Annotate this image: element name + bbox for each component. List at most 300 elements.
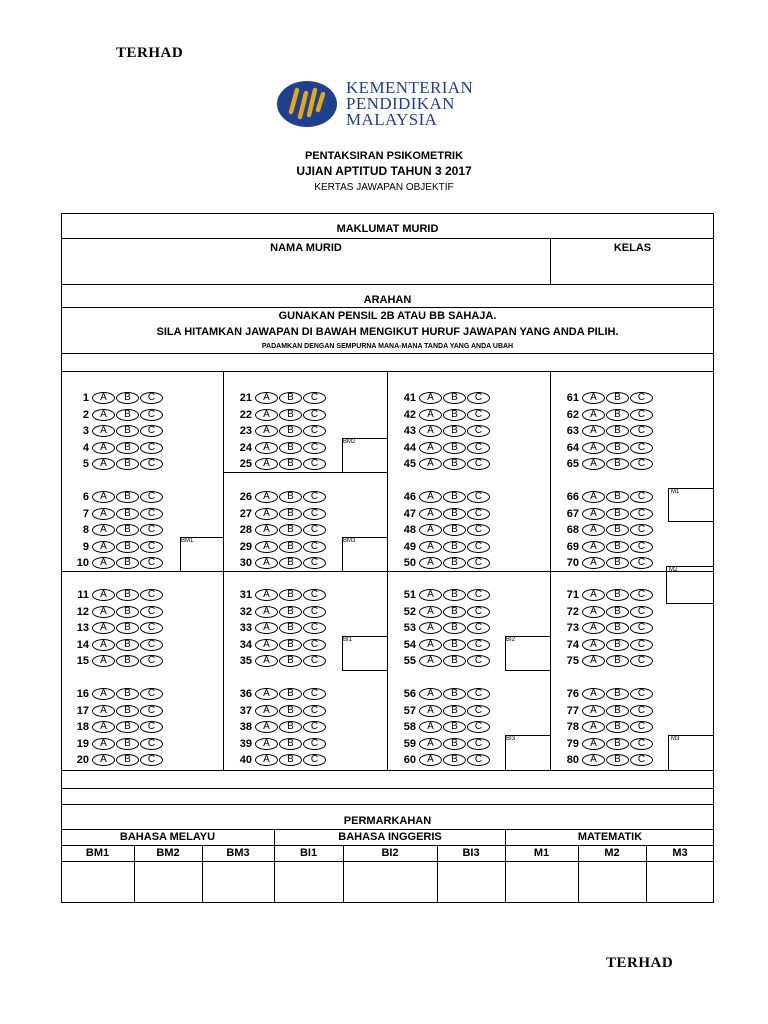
answer-bubble-b[interactable]: B [116,606,139,618]
answer-bubble-c[interactable]: C [467,491,490,503]
answer-bubble-c[interactable]: C [140,655,163,667]
answer-bubble-b[interactable]: B [116,589,139,601]
question-number: 20 [76,754,89,766]
answer-bubble-b[interactable]: B [116,442,139,454]
marking-divider [343,845,344,903]
student-name-field[interactable] [62,256,549,283]
answer-bubble-a[interactable]: A [255,491,278,503]
answer-bubble-b[interactable]: B [116,491,139,503]
question-number: 41 [403,392,416,404]
answer-bubble-a[interactable]: A [92,606,115,618]
answer-bubble-c[interactable]: C [140,541,163,553]
answer-bubble-b[interactable]: B [279,409,302,421]
answer-bubble-b[interactable]: B [279,392,302,404]
answer-bubble-c[interactable]: C [467,524,490,536]
answer-bubble-b[interactable]: B [116,458,139,470]
answer-bubble-c[interactable]: C [467,705,490,717]
answer-bubble-a[interactable]: A [419,491,442,503]
answer-bubble-b[interactable]: B [116,425,139,437]
answer-bubble-c[interactable]: C [467,754,490,766]
answer-bubble-b[interactable]: B [443,508,466,520]
answer-bubble-a[interactable]: A [255,524,278,536]
answer-bubble-a[interactable]: A [419,589,442,601]
answer-bubble-a[interactable]: A [255,557,278,569]
answer-bubble-c[interactable]: C [303,409,326,421]
question-row [551,523,653,537]
answer-bubble-a[interactable]: A [92,639,115,651]
answer-bubble-c[interactable]: C [467,458,490,470]
answer-bubble-b[interactable]: B [116,622,139,634]
question-row [61,621,163,635]
answer-bubble-c[interactable]: C [303,688,326,700]
answer-bubble-c[interactable]: C [303,524,326,536]
answer-bubble-c[interactable]: C [630,721,653,733]
answer-bubble-c[interactable]: C [303,738,326,750]
question-number: 25 [239,458,252,470]
answer-bubble-b[interactable]: B [279,425,302,437]
answer-bubble-c[interactable]: C [630,442,653,454]
question-row [61,424,163,438]
answer-bubble-b[interactable]: B [443,557,466,569]
answer-bubble-a[interactable]: A [419,557,442,569]
answer-bubble-b[interactable]: B [116,392,139,404]
marking-cell-bm1[interactable] [62,862,133,902]
answer-bubble-c[interactable]: C [467,392,490,404]
answer-bubble-a[interactable]: A [255,705,278,717]
student-section-title: MAKLUMAT MURID [336,223,439,235]
answer-bubble-a[interactable]: A [582,754,605,766]
answer-bubble-a[interactable]: A [582,622,605,634]
answer-bubble-a[interactable]: A [582,639,605,651]
answer-bubble-c[interactable]: C [140,721,163,733]
answer-bubble-c[interactable]: C [140,589,163,601]
answer-bubble-c[interactable]: C [467,655,490,667]
answer-bubble-c[interactable]: C [630,524,653,536]
answer-bubble-a[interactable]: A [255,721,278,733]
answer-bubble-a[interactable]: A [419,541,442,553]
question-row [224,391,326,405]
marking-cell-bi3[interactable] [438,862,504,902]
answer-bubble-a[interactable]: A [255,622,278,634]
answer-bubble-a[interactable]: A [255,425,278,437]
answer-bubble-a[interactable]: A [255,458,278,470]
answer-bubble-b[interactable]: B [606,721,629,733]
answer-bubble-a[interactable]: A [255,589,278,601]
answer-bubble-b[interactable]: B [606,442,629,454]
question-row [388,490,490,504]
answer-bubble-b[interactable]: B [279,639,302,651]
answer-bubble-c[interactable]: C [630,425,653,437]
answer-bubble-c[interactable]: C [467,721,490,733]
answer-bubble-c[interactable]: C [140,458,163,470]
answer-bubble-c[interactable]: C [303,655,326,667]
answer-bubble-c[interactable]: C [630,491,653,503]
answer-bubble-a[interactable]: A [419,458,442,470]
answer-bubble-c[interactable]: C [140,738,163,750]
marking-col-bi2: BI2 [381,847,399,859]
answer-bubble-b[interactable]: B [443,442,466,454]
answer-bubble-b[interactable]: B [116,524,139,536]
answer-bubble-b[interactable]: B [606,458,629,470]
answer-bubble-a[interactable]: A [419,524,442,536]
answer-bubble-b[interactable]: B [606,705,629,717]
question-row [61,737,163,751]
answer-bubble-c[interactable]: C [303,442,326,454]
answer-bubble-b[interactable]: B [279,738,302,750]
question-number: 57 [403,704,416,717]
answer-bubble-c[interactable]: C [303,541,326,553]
answer-bubble-b[interactable]: B [116,688,139,700]
question-row [388,638,490,652]
answer-bubble-c[interactable]: C [303,508,326,520]
answer-bubble-a[interactable]: A [419,754,442,766]
answer-bubble-c[interactable]: C [630,392,653,404]
answer-bubble-b[interactable]: B [279,541,302,553]
answer-bubble-c[interactable]: C [140,409,163,421]
question-number: 73 [566,622,579,634]
answer-bubble-b[interactable]: B [116,754,139,766]
answer-bubble-a[interactable]: A [92,491,115,503]
answer-bubble-c[interactable]: C [140,754,163,766]
answer-bubble-c[interactable]: C [630,589,653,601]
answer-bubble-b[interactable]: B [279,606,302,618]
question-row [388,457,490,471]
answer-bubble-b[interactable]: B [279,442,302,454]
answer-bubble-c[interactable]: C [630,688,653,700]
answer-bubble-a[interactable]: A [419,425,442,437]
answer-bubble-a[interactable]: A [419,442,442,454]
answer-bubble-a[interactable]: A [582,409,605,421]
answer-bubble-c[interactable]: C [303,392,326,404]
question-row [61,523,163,537]
answer-bubble-a[interactable]: A [92,425,115,437]
answer-bubble-b[interactable]: B [443,705,466,717]
answer-bubble-a[interactable]: A [92,524,115,536]
answer-bubble-b[interactable]: B [606,738,629,750]
answer-bubble-b[interactable]: B [279,754,302,766]
question-row [551,638,653,652]
answer-bubble-b[interactable]: B [606,639,629,651]
answer-bubble-b[interactable]: B [279,524,302,536]
answer-bubble-b[interactable]: B [443,425,466,437]
answer-bubble-c[interactable]: C [140,442,163,454]
answer-bubble-a[interactable]: A [255,738,278,750]
question-row [388,753,490,767]
answer-bubble-a[interactable]: A [255,688,278,700]
question-row [388,720,490,734]
answer-bubble-c[interactable]: C [140,425,163,437]
answer-bubble-b[interactable]: B [443,524,466,536]
question-row [551,391,653,405]
marking-cell-m2[interactable] [579,862,645,902]
marking-cell-bi2[interactable] [344,862,436,902]
answer-bubble-b[interactable]: B [443,754,466,766]
answer-bubble-a[interactable]: A [92,458,115,470]
answer-bubble-a[interactable]: A [582,425,605,437]
answer-bubble-c[interactable]: C [630,409,653,421]
answer-bubble-a[interactable]: A [92,508,115,520]
instruction-line-1: GUNAKAN PENSIL 2B ATAU BB SAHAJA. [278,310,497,322]
answer-bubble-c[interactable]: C [630,541,653,553]
answer-bubble-c[interactable]: C [467,442,490,454]
answer-bubble-b[interactable]: B [606,491,629,503]
answer-bubble-c[interactable]: C [630,606,653,618]
answer-bubble-a[interactable]: A [582,589,605,601]
student-class-label: KELAS [613,242,652,254]
answer-bubble-c[interactable]: C [467,738,490,750]
answer-bubble-a[interactable]: A [582,442,605,454]
answer-bubble-b[interactable]: B [606,589,629,601]
answer-bubble-a[interactable]: A [582,721,605,733]
question-row [551,588,653,602]
answer-bubble-c[interactable]: C [303,557,326,569]
answer-bubble-b[interactable]: B [606,754,629,766]
marking-cell-bi1[interactable] [275,862,342,902]
answer-bubble-b[interactable]: B [443,409,466,421]
answer-bubble-a[interactable]: A [92,705,115,717]
answer-bubble-a[interactable]: A [92,655,115,667]
student-class-field[interactable] [552,256,713,283]
answer-bubble-b[interactable]: B [443,655,466,667]
answer-bubble-c[interactable]: C [467,409,490,421]
answer-bubble-a[interactable]: A [582,458,605,470]
answer-bubble-a[interactable]: A [582,491,605,503]
answer-bubble-c[interactable]: C [140,491,163,503]
answer-bubble-b[interactable]: B [443,392,466,404]
answer-bubble-a[interactable]: A [92,541,115,553]
answer-bubble-c[interactable]: C [467,622,490,634]
answer-bubble-a[interactable]: A [582,541,605,553]
question-row [388,654,490,668]
answer-bubble-a[interactable]: A [255,639,278,651]
answer-bubble-a[interactable]: A [255,541,278,553]
answer-bubble-a[interactable]: A [255,606,278,618]
answer-bubble-b[interactable]: B [606,524,629,536]
answer-bubble-a[interactable]: A [92,409,115,421]
question-number: 24 [239,441,252,454]
answer-bubble-b[interactable]: B [606,392,629,404]
marking-cell-m3[interactable] [647,862,713,902]
question-number: 34 [239,638,252,651]
answer-bubble-b[interactable]: B [443,622,466,634]
answer-bubble-c[interactable]: C [467,606,490,618]
question-number: 62 [566,408,579,421]
answer-bubble-c[interactable]: C [140,392,163,404]
answer-bubble-a[interactable]: A [419,392,442,404]
question-number: 33 [239,622,252,634]
answer-bubble-c[interactable]: C [630,508,653,520]
answer-bubble-c[interactable]: C [467,557,490,569]
answer-bubble-b[interactable]: B [116,409,139,421]
answer-bubble-a[interactable]: A [92,557,115,569]
answer-bubble-a[interactable]: A [582,655,605,667]
answer-bubble-b[interactable]: B [279,705,302,717]
answer-bubble-c[interactable]: C [140,705,163,717]
answer-bubble-b[interactable]: B [116,738,139,750]
answer-bubble-b[interactable]: B [606,606,629,618]
answer-bubble-a[interactable]: A [419,639,442,651]
answer-bubble-b[interactable]: B [116,541,139,553]
answer-bubble-c[interactable]: C [630,639,653,651]
answer-bubble-a[interactable]: A [419,409,442,421]
marking-divider [274,845,275,903]
question-row [61,408,163,422]
answer-bubble-c[interactable]: C [303,458,326,470]
answer-bubble-c[interactable]: C [303,425,326,437]
answer-bubble-c[interactable]: C [630,754,653,766]
answer-bubble-a[interactable]: A [92,589,115,601]
answer-bubble-c[interactable]: C [467,688,490,700]
student-name-label: NAMA MURID [270,242,342,254]
answer-bubble-a[interactable]: A [582,557,605,569]
answer-bubble-c[interactable]: C [303,589,326,601]
answer-bubble-a[interactable]: A [419,508,442,520]
answer-bubble-b[interactable]: B [606,409,629,421]
answer-bubble-b[interactable]: B [443,688,466,700]
answer-bubble-b[interactable]: B [606,688,629,700]
answer-bubble-a[interactable]: A [582,738,605,750]
answer-bubble-a[interactable]: A [419,705,442,717]
answer-bubble-a[interactable]: A [419,721,442,733]
classification-bottom: TERHAD [606,955,674,971]
answer-bubble-c[interactable]: C [630,557,653,569]
question-number: 67 [566,507,579,520]
answer-bubble-c[interactable]: C [140,508,163,520]
question-number: 54 [403,638,416,651]
group-matematik: MATEMATIK [577,831,643,843]
answer-bubble-b[interactable]: B [279,491,302,503]
answer-bubble-b[interactable]: B [443,541,466,553]
answer-bubble-c[interactable]: C [303,491,326,503]
answer-bubble-a[interactable]: A [255,442,278,454]
answer-bubble-b[interactable]: B [443,458,466,470]
answer-bubble-a[interactable]: A [419,738,442,750]
answer-bubble-a[interactable]: A [255,754,278,766]
question-number: 10 [76,557,89,569]
answer-bubble-b[interactable]: B [279,721,302,733]
answer-bubble-c[interactable]: C [303,721,326,733]
answer-bubble-a[interactable]: A [419,655,442,667]
answer-bubble-a[interactable]: A [92,754,115,766]
answer-bubble-c[interactable]: C [630,458,653,470]
answer-bubble-a[interactable]: A [582,705,605,717]
answer-bubble-b[interactable]: B [606,557,629,569]
answer-bubble-a[interactable]: A [419,606,442,618]
question-number: 47 [403,507,416,520]
answer-bubble-a[interactable]: A [255,655,278,667]
question-number: 35 [239,655,252,667]
question-number: 27 [239,507,252,520]
answer-bubble-a[interactable]: A [92,442,115,454]
question-row [224,720,326,734]
answer-bubble-a[interactable]: A [92,738,115,750]
answer-bubble-b[interactable]: B [443,639,466,651]
answer-bubble-a[interactable]: A [255,508,278,520]
answer-bubble-c[interactable]: C [303,639,326,651]
answer-bubble-b[interactable]: B [606,655,629,667]
question-row [61,638,163,652]
question-row [61,687,163,701]
answer-bubble-b[interactable]: B [443,606,466,618]
answer-bubble-b[interactable]: B [116,721,139,733]
answer-bubble-b[interactable]: B [443,721,466,733]
question-row [551,507,653,521]
answer-bubble-b[interactable]: B [279,508,302,520]
answer-bubble-b[interactable]: B [443,589,466,601]
answer-bubble-a[interactable]: A [582,508,605,520]
answer-bubble-c[interactable]: C [467,508,490,520]
answer-bubble-a[interactable]: A [92,392,115,404]
answer-bubble-c[interactable]: C [630,705,653,717]
answer-bubble-a[interactable]: A [582,392,605,404]
answer-bubble-b[interactable]: B [116,655,139,667]
answer-bubble-b[interactable]: B [279,589,302,601]
answer-bubble-c[interactable]: C [467,639,490,651]
answer-bubble-c[interactable]: C [467,541,490,553]
answer-bubble-c[interactable]: C [630,622,653,634]
answer-bubble-c[interactable]: C [630,655,653,667]
question-number: 79 [566,737,579,750]
answer-bubble-c[interactable]: C [140,688,163,700]
answer-bubble-a[interactable]: A [582,524,605,536]
question-row [61,588,163,602]
question-number: 65 [566,458,579,470]
answer-bubble-c[interactable]: C [303,622,326,634]
answer-bubble-a[interactable]: A [92,721,115,733]
answer-bubble-b[interactable]: B [606,508,629,520]
answer-bubble-c[interactable]: C [140,557,163,569]
answer-bubble-c[interactable]: C [303,606,326,618]
answer-bubble-b[interactable]: B [606,425,629,437]
answer-bubble-c[interactable]: C [303,754,326,766]
answer-bubble-b[interactable]: B [279,688,302,700]
answer-bubble-b[interactable]: B [606,622,629,634]
answer-bubble-c[interactable]: C [630,738,653,750]
answer-bubble-c[interactable]: C [140,622,163,634]
answer-bubble-a[interactable]: A [419,688,442,700]
marking-cell-bm2[interactable] [135,862,201,902]
answer-bubble-b[interactable]: B [443,738,466,750]
answer-bubble-b[interactable]: B [279,655,302,667]
answer-bubble-b[interactable]: B [116,508,139,520]
answer-bubble-b[interactable]: B [116,557,139,569]
answer-bubble-b[interactable]: B [606,541,629,553]
answer-bubble-c[interactable]: C [140,524,163,536]
answer-bubble-a[interactable]: A [582,606,605,618]
answer-bubble-b[interactable]: B [443,491,466,503]
answer-bubble-a[interactable]: A [92,688,115,700]
answer-bubble-a[interactable]: A [255,392,278,404]
answer-bubble-a[interactable]: A [255,409,278,421]
answer-bubble-c[interactable]: C [140,606,163,618]
answer-bubble-b[interactable]: B [279,622,302,634]
answer-bubble-a[interactable]: A [92,622,115,634]
marking-cell-bm3[interactable] [203,862,273,902]
answer-bubble-b[interactable]: B [279,458,302,470]
marking-cell-m1[interactable] [506,862,577,902]
answer-bubble-c[interactable]: C [467,589,490,601]
answer-bubble-a[interactable]: A [582,688,605,700]
answer-bubble-c[interactable]: C [140,639,163,651]
answer-bubble-c[interactable]: C [303,705,326,717]
answer-bubble-b[interactable]: B [116,639,139,651]
answer-bubble-b[interactable]: B [116,705,139,717]
answer-bubble-a[interactable]: A [419,622,442,634]
question-row [388,556,490,570]
question-row [61,441,163,455]
answer-bubble-b[interactable]: B [279,557,302,569]
answer-bubble-c[interactable]: C [467,425,490,437]
